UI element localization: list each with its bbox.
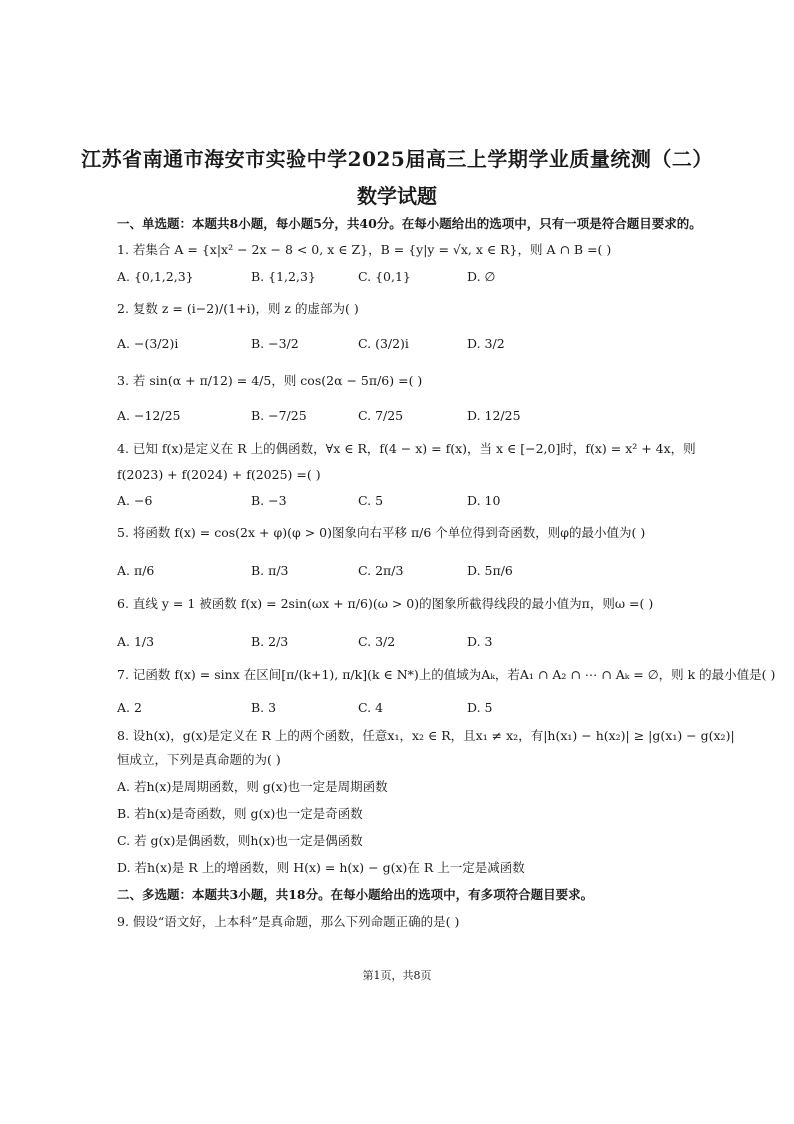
q5-option-b: B. π/3 [251, 563, 289, 578]
q6-option-a: A. 1/3 [117, 634, 155, 649]
q3-option-c: C. 7/25 [358, 408, 404, 423]
q7-option-d: D. 5 [467, 700, 493, 715]
question-5-stem: 5. 将函数 f(x) = cos(2x + φ)(φ > 0)图象向右平移 π/6 个单位得到奇函数，则φ的最小值为( ) [117, 525, 646, 540]
q7-option-c: C. 4 [358, 700, 384, 715]
question-3-options [117, 408, 677, 426]
q6-option-b: B. 2/3 [251, 634, 289, 649]
question-4-stem-line2: f(2023) + f(2024) + f(2025) =( ) [117, 467, 321, 482]
question-1-stem: 1. 若集合 A = {x|x² − 2x − 8 < 0, x ∈ Z}，B = {y|y = √x, x ∈ R}，则 A ∩ B =( ) [117, 242, 612, 257]
q8-option-c: C. 若 g(x)是偶函数，则h(x)也一定是偶函数 [117, 833, 363, 848]
question-8-stem-line2: 恒成立，下列是真命题的为( ) [117, 752, 281, 767]
q8-option-b: B. 若h(x)是奇函数，则 g(x)也一定是奇函数 [117, 806, 363, 821]
q6-option-d: D. 3 [467, 634, 493, 649]
q2-option-b: B. −3/2 [251, 336, 299, 351]
q2-option-d: D. 3/2 [467, 336, 505, 351]
q1-option-a: A. {0,1,2,3} [117, 269, 194, 284]
section-multi-choice-header: 二、多选题：本题共3小题，共18分。在每小题给出的选项中，有多项符合题目要求。 [117, 887, 594, 902]
question-7-options [117, 700, 677, 718]
q2-option-c: C. (3/2)i [358, 336, 409, 351]
question-7-stem: 7. 记函数 f(x) = sinx 在区间[π/(k+1), π/k](k ∈ N*)上的值域为Aₖ，若A₁ ∩ A₂ ∩ ⋯ ∩ Aₖ = ∅，则 k 的最小值是( ) [117, 667, 776, 682]
question-2-options [117, 336, 677, 354]
q3-option-a: A. −12/25 [117, 408, 181, 423]
question-6-stem: 6. 直线 y = 1 被函数 f(x) = 2sin(ωx + π/6)(ω > 0)的图象所截得线段的最小值为π，则ω =( ) [117, 596, 654, 611]
question-4-stem-line1: 4. 已知 f(x)是定义在 R 上的偶函数，∀x ∈ R，f(4 − x) = f(x)，当 x ∈ [−2,0]时，f(x) = x² + 4x，则 [117, 441, 696, 456]
q4-option-b: B. −3 [251, 493, 287, 508]
question-9-stem: 9. 假设“语文好，上本科”是真命题，那么下列命题正确的是( ) [117, 914, 460, 929]
q5-option-a: A. π/6 [117, 563, 155, 578]
q1-option-c: C. {0,1} [358, 269, 411, 284]
q8-option-d: D. 若h(x)是 R 上的增函数，则 H(x) = h(x) − g(x)在 R 上一定是减函数 [117, 860, 525, 875]
q4-option-c: C. 5 [358, 493, 384, 508]
q4-option-a: A. −6 [117, 493, 153, 508]
question-1-options [117, 269, 677, 287]
q4-option-d: D. 10 [467, 493, 501, 508]
q8-option-a: A. 若h(x)是周期函数，则 g(x)也一定是周期函数 [117, 779, 388, 794]
question-2-stem: 2. 复数 z = (i−2)/(1+i)，则 z 的虚部为( ) [117, 301, 359, 316]
question-8-stem-line1: 8. 设h(x)，g(x)是定义在 R 上的两个函数，任意x₁，x₂ ∈ R，且x₁ ≠ x₂，有|h(x₁) − h(x₂)| ≥ |g(x₁) − g(x₂)| [117, 728, 735, 743]
q7-option-a: A. 2 [117, 700, 142, 715]
q5-option-c: C. 2π/3 [358, 563, 404, 578]
question-5-options [117, 563, 677, 581]
q3-option-d: D. 12/25 [467, 408, 521, 423]
question-4-options [117, 493, 677, 511]
page-footer: 第1页，共8页 [362, 969, 432, 982]
question-3-stem: 3. 若 sin(α + π/12) = 4/5，则 cos(2α − 5π/6) =( ) [117, 373, 423, 388]
question-6-options [117, 634, 677, 652]
q3-option-b: B. −7/25 [251, 408, 307, 423]
q5-option-d: D. 5π/6 [467, 563, 513, 578]
q2-option-a: A. −(3/2)i [117, 336, 179, 351]
q1-option-b: B. {1,2,3} [251, 269, 316, 284]
q6-option-c: C. 3/2 [358, 634, 396, 649]
section-single-choice-header: 一、单选题：本题共8小题，每小题5分，共40分。在每小题给出的选项中，只有一项是符合题目要求的。 [117, 216, 702, 231]
q1-option-d: D. ∅ [467, 269, 496, 284]
q7-option-b: B. 3 [251, 700, 277, 715]
exam-subtitle: 数学试题 [357, 184, 437, 208]
exam-title: 江苏省南通市海安市实验中学2025届高三上学期学业质量统测（二） [81, 147, 713, 171]
